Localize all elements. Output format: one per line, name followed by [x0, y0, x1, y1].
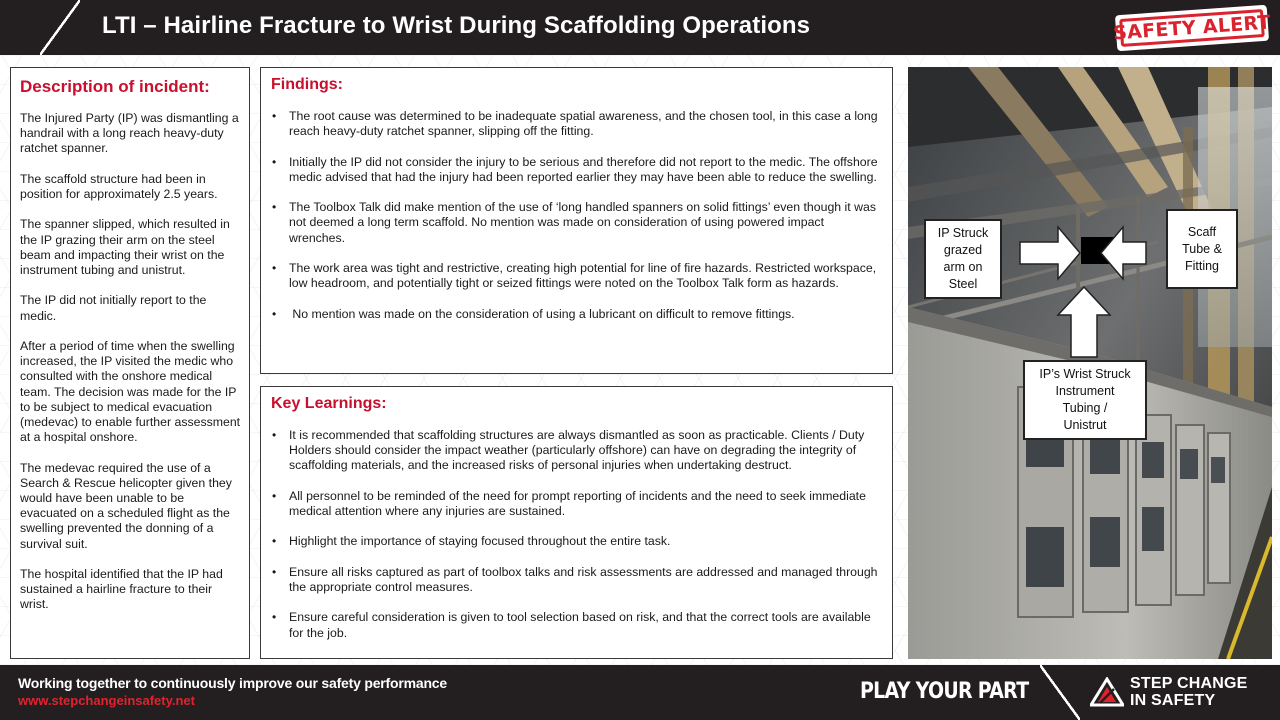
description-heading: Description of incident: — [20, 77, 210, 96]
findings-heading: Findings: — [271, 76, 343, 93]
description-paragraph: The hospital identified that the IP had sustained a hairline fracture to their wrist. — [20, 567, 223, 612]
callout-arm-grazed — [924, 219, 1002, 299]
logo-text-line2: IN SAFETY — [1130, 692, 1216, 709]
findings-item: • The Toolbox Talk did make mention of the use of ‘long handled spanners on solid fittings’ even though it was not deemed a long term scaffold. No mention was made on consideration of using powered impact wrenches. — [271, 200, 878, 246]
callout-line: Unistrut — [1063, 418, 1107, 432]
findings-list — [271, 109, 878, 322]
callout-line: arm on — [943, 260, 983, 274]
findings-item: • The root cause was determined to be inadequate spatial awareness, and the chosen tool, in this case a long reach heavy-duty ratchet spanner, slipping off the fitting. — [271, 109, 878, 139]
key-learnings-item: • All personnel to be reminded of the need for prompt reporting of incidents and the need to seek immediate medical attention where any injuries are sustained. — [271, 489, 878, 519]
description-paragraph: The spanner slipped, which resulted in the IP grazing their arm on the steel beam and impacting their wrist on the instrument tubing and unistrut. — [20, 217, 230, 277]
header-bar — [0, 0, 1280, 55]
description-paragraph: The medevac required the use of a Search & Rescue helicopter given they would have been unable to be evacuated on a scheduled flight as the swelling prevented the donning of a survival suit. — [20, 460, 232, 551]
callout-line: Steel — [948, 277, 978, 291]
callout-line: Fitting — [1184, 258, 1220, 273]
header-divider-slash — [40, 0, 80, 55]
key-learnings-item: • It is recommended that scaffolding structures are always dismantled as soon as practicable. Clients / Duty Holders should consider the impact weather (particularly offshore) can have on degrading the integrity of scaffolding materials, and the increased risks of personal injuries when undertaking destruct. — [271, 428, 878, 474]
callout-line: Tubing / — [1062, 401, 1108, 415]
callout-line: Instrument — [1055, 384, 1115, 398]
callout-line: IP Struck — [937, 226, 989, 240]
description-paragraph: The Injured Party (IP) was dismantling a handrail with a long reach heavy-duty ratchet spanner. — [20, 111, 239, 156]
description-paragraph: After a period of time when the swelling increased, the IP visited the medic who consulted with the onshore medical team. The decision was made for the IP to be subject to medical evacuation (medevac) to enable further assessment at a hospital onshore. — [20, 338, 241, 445]
key-learnings-item: • Highlight the importance of staying focused throughout the entire task. — [271, 534, 878, 549]
key-learnings-item: • Ensure careful consideration is given to tool selection based on risk, and that the correct tools are available for the job. — [271, 610, 878, 640]
safety-alert-badge — [1112, 5, 1272, 52]
key-learnings-item: • Ensure all risks captured as part of toolbox talks and risk assessments are addressed and managed through the appropriate control measures. — [271, 565, 878, 595]
callout-line: IP’s Wrist Struck — [1039, 367, 1131, 381]
description-panel — [10, 67, 250, 659]
callout-line: Scaff — [1187, 224, 1217, 239]
footer-website-link[interactable]: www.stepchangeinsafety.net — [18, 693, 195, 708]
callout-wrist-struck — [1023, 360, 1147, 440]
play-your-part-slogan: PLAY YOUR PART — [860, 679, 1029, 704]
key-learnings-heading: Key Learnings: — [271, 395, 387, 412]
logo-text-line1: STEP CHANGE — [1130, 675, 1248, 692]
step-change-logo-icon — [1090, 677, 1124, 707]
findings-item: • Initially the IP did not consider the injury to be serious and therefore did not report to the medic. The offshore medic advised that had the injury had been reported earlier they may have been able to reduce the swelling. — [271, 155, 878, 185]
page-title: LTI – Hairline Fracture to Wrist During Scaffolding Operations — [102, 12, 811, 39]
key-learnings-panel — [260, 386, 893, 659]
callout-scaff-tube — [1166, 209, 1238, 289]
findings-item: • No mention was made on the consideration of using a lubricant on difficult to remove fittings. — [271, 307, 878, 322]
callout-line: grazed — [943, 243, 983, 257]
key-learnings-list — [271, 428, 878, 641]
callout-line: Tube & — [1182, 241, 1222, 256]
safety-alert-label: SAFETY ALERT — [1119, 9, 1265, 47]
findings-panel — [260, 67, 893, 374]
description-paragraph: The scaffold structure had been in position for approximately 2.5 years. — [20, 171, 218, 201]
description-paragraph: The IP did not initially report to the medic. — [20, 293, 207, 323]
footer-divider-slash — [1040, 665, 1080, 720]
footer-tagline: Working together to continuously improve our safety performance — [18, 675, 447, 691]
footer-bar — [0, 665, 1280, 720]
findings-item: • The work area was tight and restrictive, creating high potential for line of fire hazards. Restricted workspace, low headroom, and potentially tight or seized fittings were noted on the Toolbox Talk form as hazards. — [271, 261, 878, 291]
incident-photo — [908, 67, 1272, 659]
